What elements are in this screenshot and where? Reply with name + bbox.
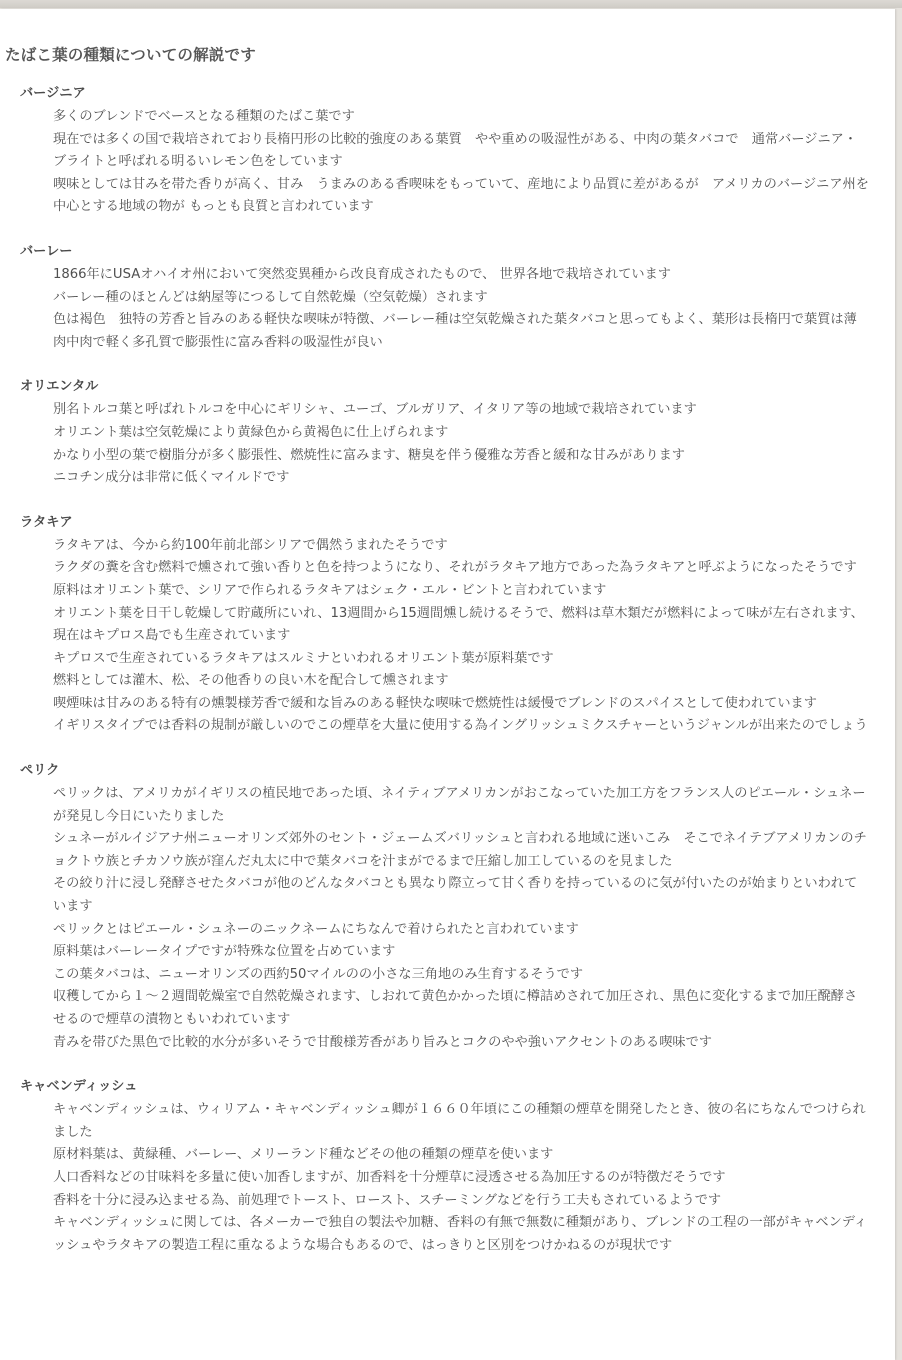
section-paragraph: 別名トルコ葉と呼ばれトルコを中心にギリシャ、ユーゴ、ブルガリア、イタリア等の地域で栽培されています [53, 402, 697, 418]
section-paragraph: 多くのブレンドでベースとなる種類のたばこ葉です [53, 109, 355, 124]
section-paragraph: バーレー種のほとんどは納屋等につるして自然乾燥（空気乾燥）されます [53, 289, 488, 305]
section-paragraph: 色は褐色 独特の芳香と旨みのある軽快な喫味が特徴、バーレー種は空気乾燥された葉タバコと思ってもよく、葉形は長楕円で葉質は薄肉中肉で軽く多孔質で膨張性に富み香料の吸湿性が良い [53, 312, 857, 350]
section-paragraph: 現在では多くの国で栽培されており長楕円形の比較的強度のある葉質 やや重めの吸湿性がある、中肉の葉タバコで 通常バージニア・ブライトと呼ばれる明るいレモン色をしています [53, 131, 858, 170]
section-paragraph: キャベンディッシュに関しては、各メーカーで独自の製法や加糖、香料の有無で無数に種類があり、ブレンドの工程の一部がキャベンディッシュやラタキアの製造工程に重なるような場合もあるので、はっきりと区別をつけかねるのが現状です [53, 1215, 868, 1253]
section-paragraph: この葉タバコは、ニューオリンズの西約50マイルのの小さな三角地のみ生育するそうです [53, 966, 584, 982]
section-paragraph: イギリスタイプでは香料の規制が厳しいのでこの煙草を大量に使用する為イングリッシュミクスチャーというジャンルが出来たのでしょう [53, 718, 868, 734]
section [5, 83, 869, 219]
section-paragraph: ニコチン成分は非常に低くマイルドです [53, 470, 290, 486]
section-paragraph: 人口香料などの甘味料を多量に使い加香しますが、加香料を十分煙草に浸透させる為加圧するのが特徴だそうです [53, 1169, 726, 1185]
sections-container [5, 83, 869, 1257]
section [5, 760, 869, 1054]
section-title: バージニア [20, 86, 86, 101]
section-title: ラタキア [20, 514, 73, 530]
section [5, 376, 869, 489]
section-paragraph: キプロスで生産されているラタキアはスルミナといわれるオリエント葉が原料葉です [53, 650, 554, 666]
section [5, 512, 869, 738]
section-paragraph: 燃料としては灌木、松、その他香りの良い木を配合して燻されます [53, 673, 449, 689]
section-paragraph: 青みを帯びた黒色で比較的水分が多いそうで甘酸様芳香があり旨みとコクのやや強いアクセントのある喫味です [53, 1034, 712, 1050]
section-paragraph: 原材料葉は、黄緑種、バーレー、メリーランド種などその他の種類の煙草を使います [53, 1147, 554, 1163]
section-paragraph: 喫味としては甘みを帯た香りが高く、甘み うまみのある香喫味をもっていて、産地により品質に差があるが アメリカのバージニア州を中心とする地域の物が もっとも良質と言われています [53, 176, 869, 215]
section [5, 1076, 869, 1257]
section-paragraph: オリエント葉は空気乾燥により黄緑色から黄褐色に仕上げられます [53, 424, 449, 440]
section-paragraph: 収穫してから１～２週間乾燥室で自然乾燥されます、しおれて黄色かかった頃に樽詰めされて加圧され、黒色に変化するまで加圧醗酵させるので煙草の漬物ともいわれています [53, 989, 858, 1027]
section-paragraph: その絞り汁に浸し発酵させたタバコが他のどんなタバコとも異なり際立って甘く香りを持っているのに気が付いたのが始まりといわれています [53, 876, 858, 915]
section-paragraph: ペリックとはピエール・シュネーのニックネームにちなんで着けられたと言われています [53, 921, 579, 937]
section-paragraph: オリエント葉を日干し乾燥して貯蔵所にいれ、13週間から15週間燻し続けるそうで、燃料は草木類だが燃料によって味が左右されます、現在はキプロス島でも生産されています [53, 605, 864, 644]
section [5, 241, 869, 354]
section-title: キャベンディッシュ [20, 1079, 138, 1095]
section-paragraph: 原料はオリエント葉で、シリアで作られるラタキアはシェク・エル・ビントと言われています [53, 582, 607, 598]
top-bar [0, 0, 902, 8]
section-paragraph: 原料葉はバーレータイプですが特殊な位置を占めています [53, 944, 396, 960]
section-title: オリエンタル [20, 379, 99, 395]
section-title: ペリク [20, 763, 60, 779]
section-paragraph: ラクダの糞を含む燃料で燻されて強い香りと色を持つようになり、それがラタキア地方であった為ラタキアと呼ぶようになったそうです [53, 560, 857, 576]
section-paragraph: ペリックは、アメリカがイギリスの植民地であった頃、ネイティブアメリカンがおこなっていた加工方をフランス人のピエール・シュネーが発見し今日にいたりました [53, 786, 866, 824]
section-paragraph: 香料を十分に浸み込ませる為、前処理でトースト、ロースト、スチーミングなどを行う工夫もされているようです [53, 1192, 722, 1208]
section-paragraph: 1866年にUSAオハイオ州において突然変異種から改良育成されたもので、 世界各地で栽培されています [53, 266, 671, 282]
content-sheet [0, 9, 895, 1360]
section-paragraph: シュネーがルイジアナ州ニューオリンズ郊外のセント・ジェームズバリッシュと言われる地域に迷いこみ そこでネイテブアメリカンのチョクトウ族とチカソウ族が窪んだ丸太に中で葉タバコを汁まがでるまで圧縮し加工しているのを見ました [53, 831, 867, 869]
section-paragraph: かなり小型の葉で樹脂分が多く膨張性、燃焼性に富みます、糖臭を伴う優雅な芳香と緩和な甘みがあります [53, 447, 685, 463]
section-paragraph: ラタキアは、今から約100年前北部シリアで偶然うまれたそうです [53, 537, 448, 553]
section-paragraph: キャベンディッシュは、ウィリアム・キャベンディッシュ卿が１６６０年頃にこの種類の煙草を開発したとき、彼の名にちなんでつけられました [53, 1102, 866, 1140]
section-paragraph: 喫煙味は甘みのある特有の燻製様芳香で緩和な旨みのある軽快な喫味で燃焼性は緩慢でブレンドのスパイスとして使われています [53, 695, 817, 711]
page-title: たばこ葉の種類についての解説です [5, 46, 256, 64]
section-title: バーレー [20, 243, 73, 259]
